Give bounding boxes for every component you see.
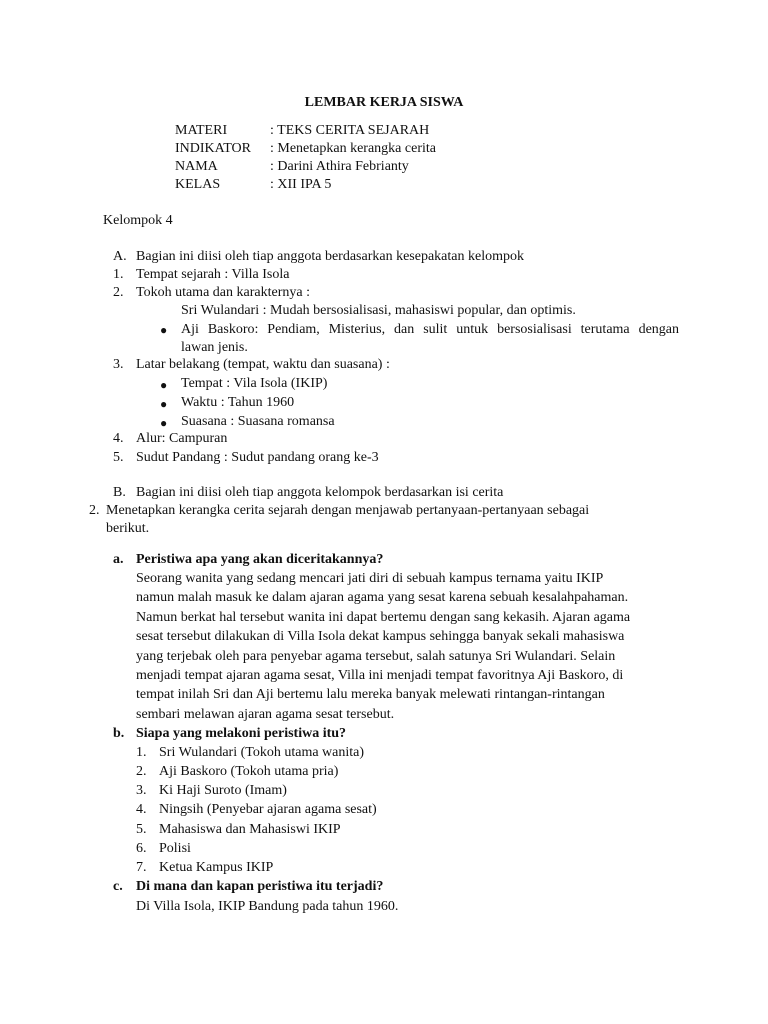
- question-marker: a.: [113, 552, 124, 567]
- bullet-icon: ●: [160, 323, 168, 337]
- list-number: 4.: [136, 802, 147, 817]
- meta-value-indikator: : Menetapkan kerangka cerita: [270, 141, 436, 156]
- meta-label-materi: MATERI: [175, 123, 228, 138]
- question-marker: b.: [113, 726, 125, 741]
- list-item: Ketua Kampus IKIP: [159, 860, 274, 875]
- answer-line: menjadi tempat ajaran agama sesat, Villa ini menjadi tempat favoritnya Aji Baskoro, di: [136, 668, 624, 683]
- list-number: 5.: [113, 450, 124, 465]
- list-number: 2.: [89, 503, 100, 518]
- page-title: LEMBAR KERJA SISWA: [304, 95, 464, 110]
- setting-item: Tempat : Vila Isola (IKIP): [181, 376, 328, 391]
- list-item: Ningsih (Penyebar ajaran agama sesat): [159, 802, 377, 817]
- list-item: Aji Baskoro (Tokoh utama pria): [159, 764, 339, 779]
- meta-label-indikator: INDIKATOR: [175, 141, 251, 156]
- instruction-text: Menetapkan kerangka cerita sejarah dengan menjawab pertanyaan-pertanyaan sebagai: [106, 503, 590, 518]
- setting-item: Waktu : Tahun 1960: [181, 395, 295, 410]
- list-item: Tokoh utama dan karakternya :: [136, 285, 310, 300]
- meta-label-kelas: KELAS: [175, 177, 221, 192]
- list-number: 5.: [136, 822, 147, 837]
- answer-line: yang terjebak oleh para penyebar agama tersebut, salah satunya Sri Wulandari. Selain: [136, 649, 616, 664]
- answer-line: namun malah masuk ke dalam ajaran agama yang sesat karena sebuah kesalahpahaman.: [136, 590, 629, 605]
- list-item: Polisi: [159, 841, 191, 856]
- answer-line: Seorang wanita yang sedang mencari jati diri di sebuah kampus ternama yaitu IKIP: [136, 571, 604, 586]
- bullet-icon: ●: [160, 378, 168, 392]
- answer-line: Di Villa Isola, IKIP Bandung pada tahun 1960.: [136, 899, 399, 914]
- answer-line: Namun berkat hal tersebut wanita ini dapat bertemu dengan sang kekasih. Ajaran agama: [136, 610, 631, 625]
- bullet-icon: ●: [160, 397, 168, 411]
- meta-value-kelas: : XII IPA 5: [270, 177, 332, 192]
- list-number: 3.: [113, 357, 124, 372]
- list-number: 6.: [136, 841, 147, 856]
- instruction-text-cont: berikut.: [106, 521, 150, 536]
- list-number: 7.: [136, 860, 147, 875]
- character-item-cont: lawan jenis.: [181, 340, 248, 355]
- section-b-marker: B.: [113, 485, 126, 500]
- question-b: Siapa yang melakoni peristiwa itu?: [136, 726, 347, 741]
- group-label: Kelompok 4: [103, 213, 173, 228]
- list-item: Latar belakang (tempat, waktu dan suasana) :: [136, 357, 390, 372]
- character-item: Aji Baskoro: Pendiam, Misterius, dan sulit untuk bersosialisasi terutama dengan: [181, 322, 679, 337]
- list-item: Mahasiswa dan Mahasiswi IKIP: [159, 822, 341, 837]
- list-number: 3.: [136, 783, 147, 798]
- answer-line: tempat inilah Sri dan Aji bertemu lalu mereka banyak melewati rintangan-rintangan: [136, 687, 605, 702]
- answer-line: sesat tersebut dilakukan di Villa Isola dekat kampus sehingga banyak sekali mahasiswa: [136, 629, 625, 644]
- meta-value-materi: : TEKS CERITA SEJARAH: [270, 123, 430, 138]
- list-item: Sudut Pandang : Sudut pandang orang ke-3: [136, 450, 379, 465]
- answer-line: sembari melawan ajaran agama sesat tersebut.: [136, 707, 395, 722]
- character-item: Sri Wulandari : Mudah bersosialisasi, mahasiswi popular, dan optimis.: [181, 303, 576, 318]
- question-a: Peristiwa apa yang akan diceritakannya?: [136, 552, 384, 567]
- list-item: Tempat sejarah : Villa Isola: [136, 267, 290, 282]
- question-c: Di mana dan kapan peristiwa itu terjadi?: [136, 879, 384, 894]
- meta-label-nama: NAMA: [175, 159, 218, 174]
- bullet-icon: ●: [160, 416, 168, 430]
- section-a-text: Bagian ini diisi oleh tiap anggota berdasarkan kesepakatan kelompok: [136, 249, 524, 264]
- section-a-marker: A.: [113, 249, 127, 264]
- meta-value-nama: : Darini Athira Febrianty: [270, 159, 409, 174]
- section-b-text: Bagian ini diisi oleh tiap anggota kelompok berdasarkan isi cerita: [136, 485, 504, 500]
- list-item: Alur: Campuran: [136, 431, 228, 446]
- question-marker: c.: [113, 879, 123, 894]
- list-number: 1.: [136, 745, 147, 760]
- list-number: 1.: [113, 267, 124, 282]
- list-number: 2.: [136, 764, 147, 779]
- list-item: Sri Wulandari (Tokoh utama wanita): [159, 745, 365, 760]
- list-number: 4.: [113, 431, 124, 446]
- list-item: Ki Haji Suroto (Imam): [159, 783, 287, 798]
- setting-item: Suasana : Suasana romansa: [181, 414, 335, 429]
- list-number: 2.: [113, 285, 124, 300]
